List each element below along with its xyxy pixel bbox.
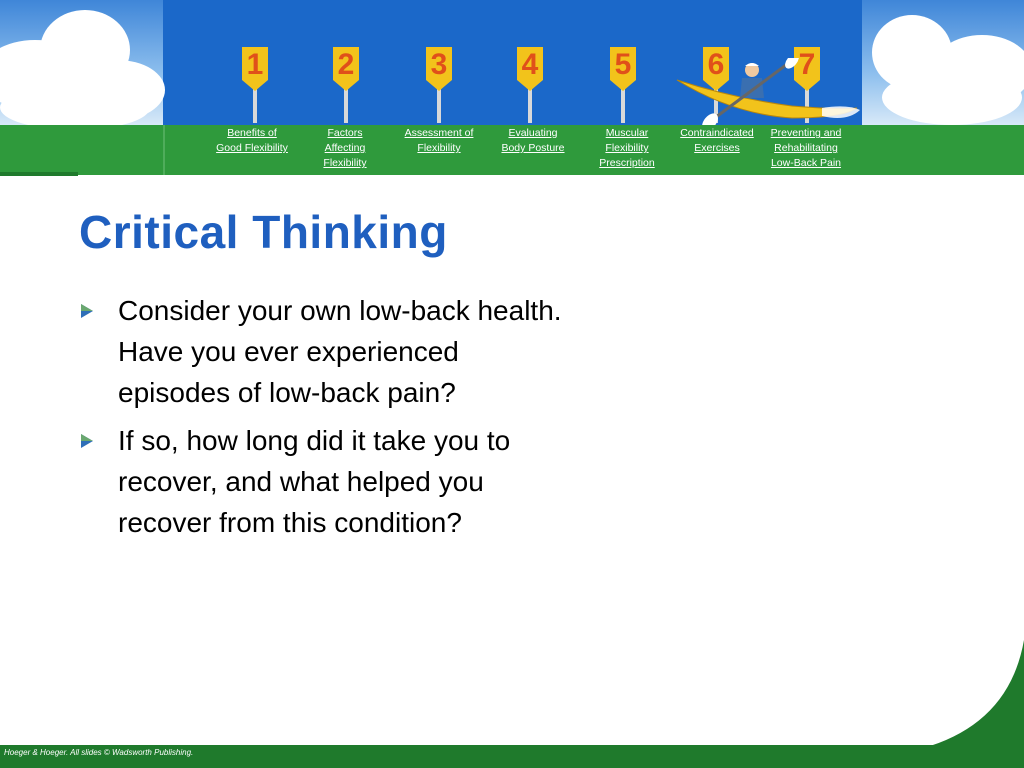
sign-post [528,87,532,123]
cloud-icon [0,85,150,130]
bullet-item [78,290,578,413]
sign-number: 1 [246,48,264,81]
nav-sign-1[interactable] [242,47,268,123]
triangle-arrow-icon [80,434,94,448]
sign-post [621,87,625,123]
sign-number: 7 [798,48,816,81]
bullet-text: Consider your own low-back health. Have you ever experienced episodes of low-back pain? [118,295,562,408]
nav-link-prescription[interactable]: Muscular Flexibility Prescription [599,127,655,169]
nav-link-contraindicated[interactable]: Contraindicated Exercises [680,127,754,154]
sign-post [253,87,257,123]
nav-link-benefits[interactable]: Benefits of Good Flexibility [216,127,288,154]
sign-number: 2 [337,48,355,81]
sign-number: 5 [614,48,632,81]
cloud-panel-right [862,0,1024,125]
nav-sign-4[interactable] [517,47,543,123]
bullet-list [78,290,578,550]
slide-title: Critical Thinking [79,206,448,258]
cloud-icon [882,70,1022,125]
nav-link-posture[interactable]: Evaluating Body Posture [501,127,565,154]
footer-credit: Hoeger & Hoeger. All slides © Wadsworth Publishing. [4,748,194,757]
cloud-panel-left [0,0,163,125]
triangle-arrow-icon [80,304,94,318]
sign-number: 3 [430,48,448,81]
sign-number: 4 [521,48,539,81]
sign-number: 6 [707,48,725,81]
bullet-item [78,420,578,543]
sign-post [437,87,441,123]
accent-line [0,172,78,176]
nav-link-factors[interactable]: Factors Affecting Flexibility [323,127,367,169]
slide-header [0,0,1024,175]
nav-link-low-back[interactable]: Preventing and Rehabilitating Low-Back Pain [770,127,842,169]
kayaker-illustration [672,58,862,128]
nav-link-assessment[interactable]: Assessment of Flexibility [404,127,474,154]
nav-sign-3[interactable] [426,47,452,123]
nav-bar-divider [163,125,165,175]
nav-sign-5[interactable] [610,47,636,123]
bullet-text: If so, how long did it take you to recover, and what helped you recover from this condition? [118,425,511,538]
sign-post [344,87,348,123]
nav-sign-2[interactable] [333,47,359,123]
